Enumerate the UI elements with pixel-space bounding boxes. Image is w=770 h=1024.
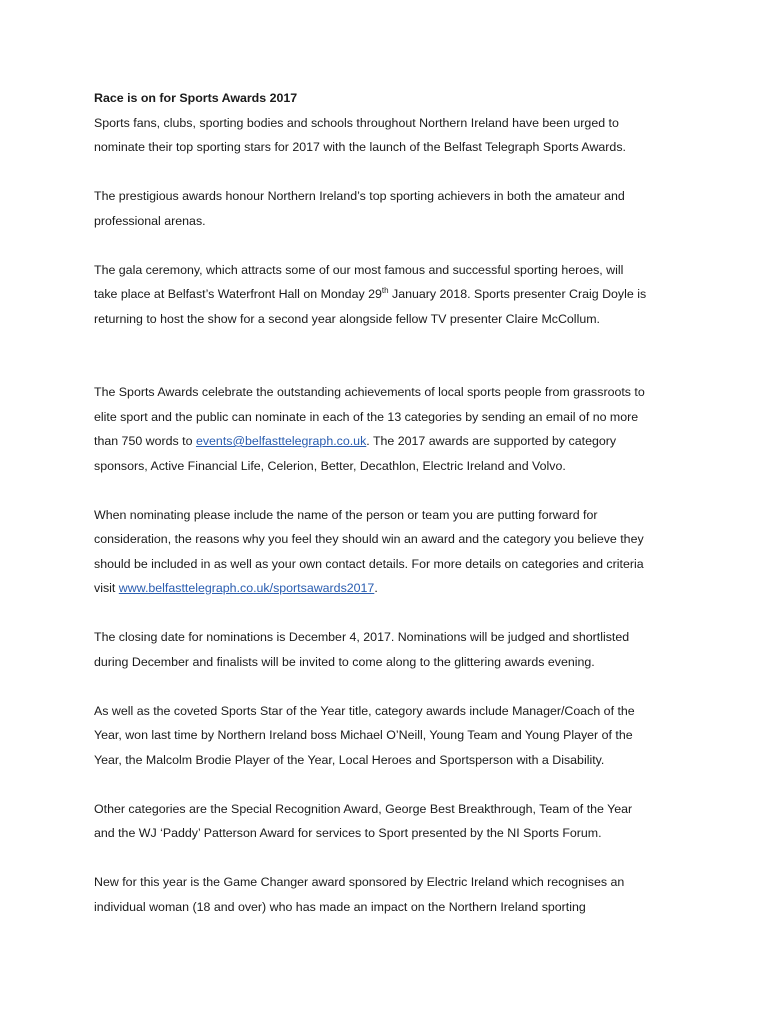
text-span: visit xyxy=(94,581,119,595)
text-line: and the WJ ‘Paddy’ Patterson Award for services to Sport presented by the NI Sports Forum. xyxy=(94,826,602,840)
paragraph-game-changer xyxy=(94,870,694,919)
article-body xyxy=(94,86,694,919)
text-line: professional arenas. xyxy=(94,213,206,228)
text-line: during December and finalists will be invited to come along to the glittering awards evening. xyxy=(94,654,595,669)
paragraph-instructions xyxy=(94,503,694,601)
text-span: . The 2017 awards are supported by category xyxy=(366,434,617,448)
article-title: Race is on for Sports Awards 2017 xyxy=(94,91,298,105)
superscript: th xyxy=(381,285,389,295)
email-link[interactable]: events@belfasttelegraph.co.uk xyxy=(195,434,367,448)
text-line: sponsors, Active Financial Life, Celerion, Better, Decathlon, Electric Ireland and Volvo. xyxy=(94,458,566,473)
paragraph-intro xyxy=(94,111,694,160)
text-line: The closing date for nominations is December 4, 2017. Nominations will be judged and shortlisted xyxy=(94,630,630,644)
text-line xyxy=(94,429,694,454)
text-line: Year, won last time by Northern Ireland boss Michael O’Neill, Young Team and Young Player of the xyxy=(94,728,633,742)
text-line: The gala ceremony, which attracts some of our most famous and successful sporting heroes, will xyxy=(94,262,624,277)
text-line: consideration, the reasons why you feel they should win an award and the category you believe they xyxy=(94,532,644,546)
paragraph-categories xyxy=(94,699,694,773)
paragraph-prestige xyxy=(94,184,694,233)
paragraph-gala xyxy=(94,258,694,332)
text-line: nominate their top sporting stars for 2017 with the launch of the Belfast Telegraph Sports Awards. xyxy=(94,140,626,154)
text-span: than 750 words to xyxy=(94,434,196,448)
text-line: returning to host the show for a second year alongside fellow TV presenter Claire McCollum. xyxy=(94,311,600,326)
text-span: take place at Belfast’s Waterfront Hall on Monday 29 xyxy=(94,287,382,301)
text-line: As well as the coveted Sports Star of the Year title, category awards include Manager/Coach of the xyxy=(94,703,635,718)
paragraph-other-categories xyxy=(94,797,694,846)
text-span: January 2018. Sports presenter Craig Doyle is xyxy=(388,287,647,301)
text-line: Other categories are the Special Recognition Award, George Best Breakthrough, Team of the Year xyxy=(94,801,633,816)
text-line: The prestigious awards honour Northern Ireland’s top sporting achievers in both the amateur and xyxy=(94,189,625,203)
text-line: individual woman (18 and over) who has made an impact on the Northern Ireland sporting xyxy=(94,899,586,914)
text-line: The Sports Awards celebrate the outstanding achievements of local sports people from grassroots to xyxy=(94,385,645,399)
text-line: New for this year is the Game Changer award sponsored by Electric Ireland which recognises an xyxy=(94,875,625,889)
text-line: should be included in as well as your own contact details. For more details on categories and criteria xyxy=(94,556,644,571)
text-line: elite sport and the public can nominate in each of the 13 categories by sending an email of no more xyxy=(94,409,639,424)
text-line xyxy=(94,282,694,307)
paragraph-nominate xyxy=(94,380,694,478)
paragraph-closing-date xyxy=(94,625,694,674)
text-span: . xyxy=(374,581,378,595)
text-line: Sports fans, clubs, sporting bodies and schools throughout Northern Ireland have been urged to xyxy=(94,115,619,130)
text-line xyxy=(94,576,694,601)
text-line: Year, the Malcolm Brodie Player of the Year, Local Heroes and Sportsperson with a Disability. xyxy=(94,752,605,767)
text-line: When nominating please include the name of the person or team you are putting forward for xyxy=(94,507,598,522)
website-link[interactable]: www.belfasttelegraph.co.uk/sportsawards2017 xyxy=(118,581,375,595)
